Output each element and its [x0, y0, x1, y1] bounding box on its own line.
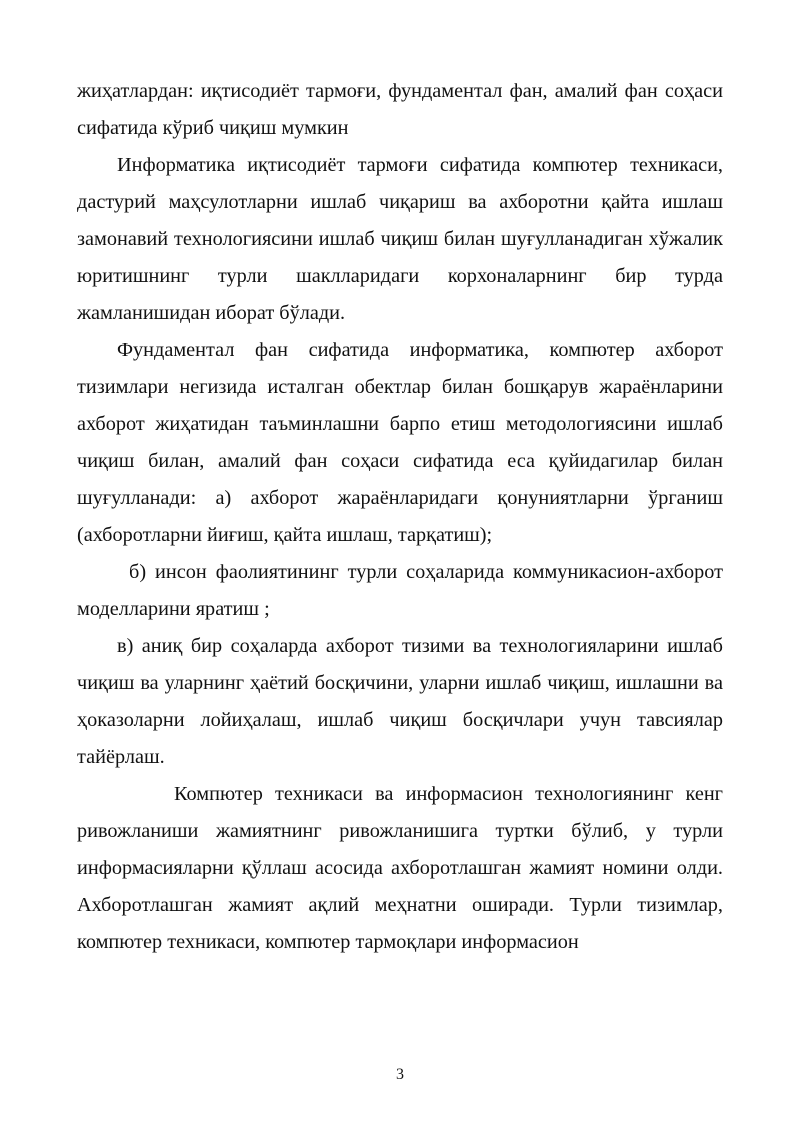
document-page: [77, 73, 723, 961]
paragraph-item-b: б) инсон фаолиятининг турли соҳаларида коммуникасион-ахборот моделларини яратиш ;: [77, 561, 723, 620]
paragraph-item-v: в) аниқ бир соҳаларда ахборот тизими ва технологияларини ишлаб чиқиш ва уларнинг ҳаётий босқичини, уларни ишлаб чиқиш, ишлашни ва ҳоказоларни лойиҳалаш, ишлаб чиқиш босқичлари учун тавсиялар тайёрлаш.: [77, 635, 723, 768]
page-number: 3: [396, 1066, 404, 1083]
paragraph-continuation: жиҳатлардан: иқтисодиёт тармоғи, фундаментал фан, амалий фан соҳаси сифатида кўриб чиқиш мумкин: [77, 80, 723, 139]
paragraph-computer-technology: Компютер техникаси ва информасион технологиянинг кенг ривожланиши жамиятнинг ривожланишига туртки бўлиб, у турли информасияларни қўллаш асосида ахборотлашган жамият номини олди. Ахборотлашган жамият ақлий меҳнатни оширади. Турли тизимлар, компютер техникаси, компютер тармоқлари информасион: [77, 783, 723, 953]
paragraph-fundamental-science: Фундаментал фан сифатида информатика, компютер ахборот тизимлари негизида исталган обектлар билан бошқарув жараёнларини ахборот жиҳатидан таъминлашни барпо етиш методологиясини ишлаб чиқиш билан, амалий фан соҳаси сифатида еса қуйидагилар билан шуғулланади: а) ахборот жараёнларидаги қонуниятларни ўрганиш (ахборотларни йиғиш, қайта ишлаш, тарқатиш);: [77, 339, 723, 546]
paragraph-informatics-economy: Информатика иқтисодиёт тармоғи сифатида компютер техникаси, дастурий маҳсулотларни ишлаб чиқариш ва ахборотни қайта ишлаш замонавий технологиясини ишлаб чиқиш билан шуғулланадиган хўжалик юритишнинг турли шаклларидаги корхоналарнинг бир турда жамланишидан иборат бўлади.: [77, 154, 723, 324]
